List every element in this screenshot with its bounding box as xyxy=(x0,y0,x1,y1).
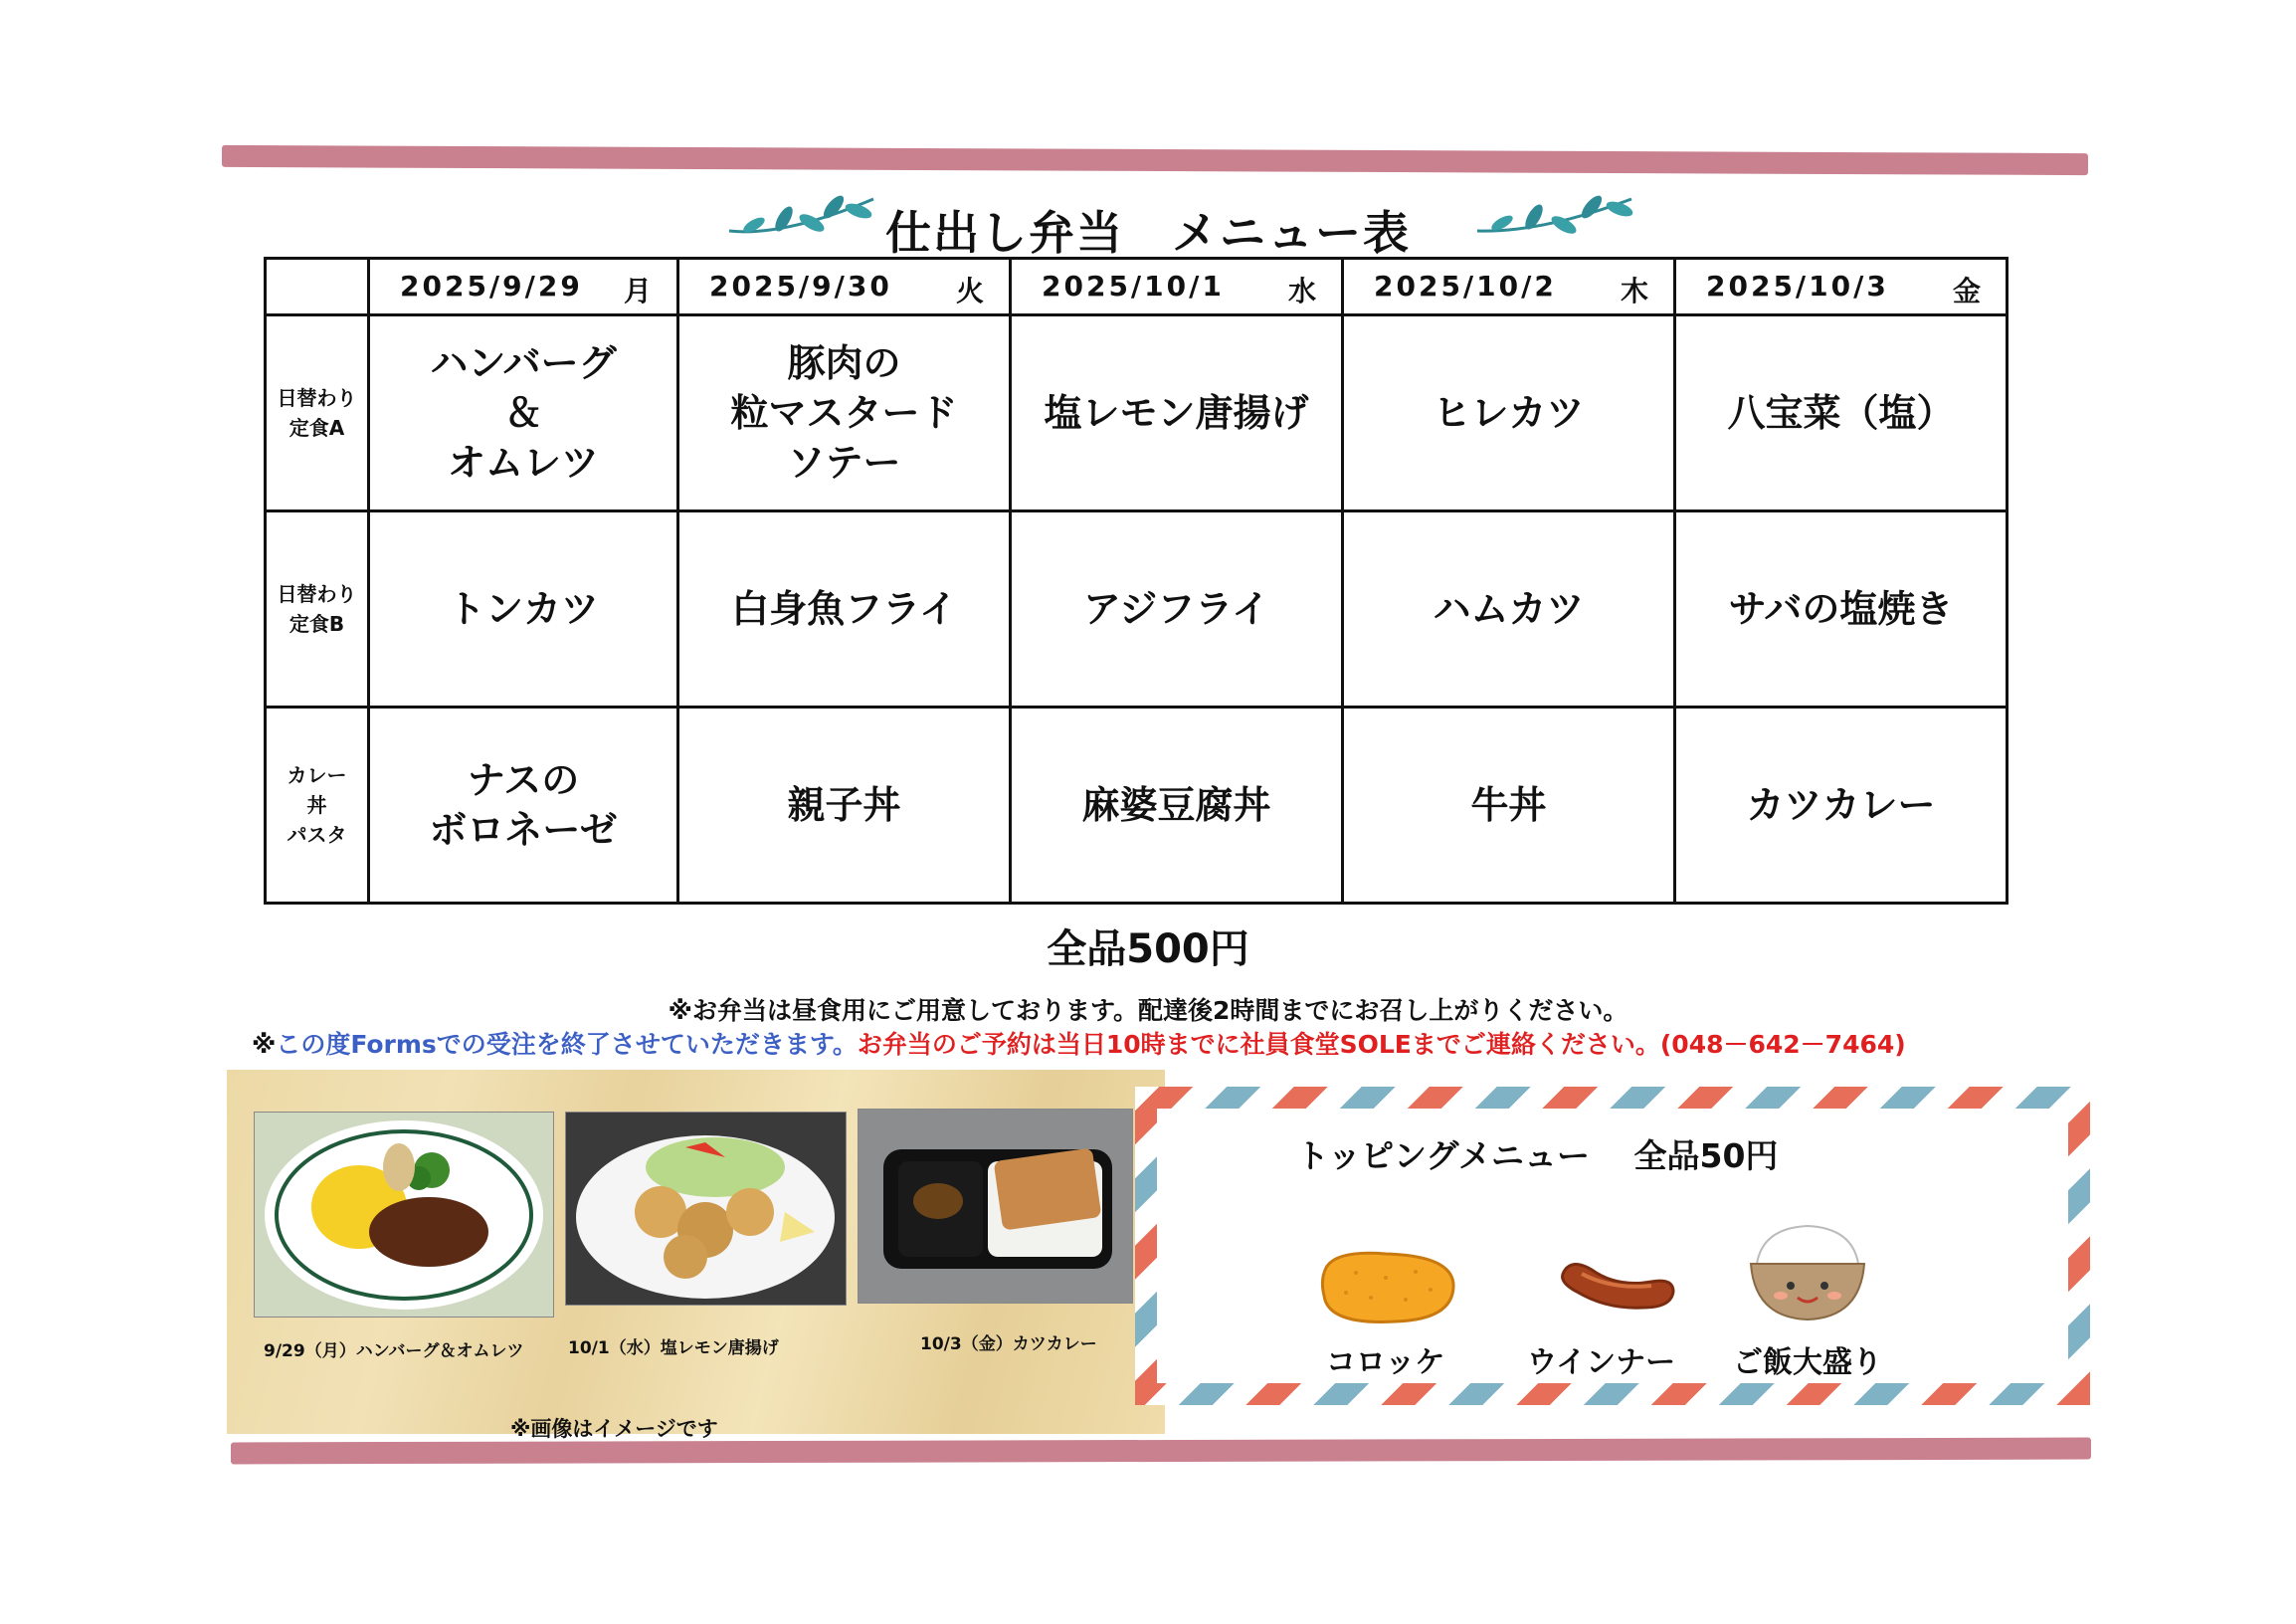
weekday-text: 水 xyxy=(1287,275,1319,307)
page-title: 仕出し弁当 メニュー表 xyxy=(885,206,1411,260)
date-header xyxy=(1675,259,2008,315)
dish-cell: 牛丼 xyxy=(1343,708,1675,904)
topping-label-large-rice: ご飯大盛り xyxy=(1733,1345,1882,1380)
forms-notice: この度Formsでの受注を終了させていただきます。 xyxy=(276,1030,858,1059)
notice-mark: ※ xyxy=(252,1030,277,1059)
weekday-text: 木 xyxy=(1620,275,1651,307)
dish-cell: アジフライ xyxy=(1011,511,1343,708)
dish-cell: ヒレカツ xyxy=(1343,315,1675,511)
topping-label-sausage: ウインナー xyxy=(1527,1345,1676,1380)
date-text: 2025/10/3 xyxy=(1706,270,1889,303)
date-header xyxy=(1343,259,1675,315)
header-corner-cell xyxy=(266,259,369,315)
sausage-icon xyxy=(1552,1250,1681,1320)
topping-title: トッピングメニュー 全品50円 xyxy=(1296,1136,1779,1175)
image-disclaimer: ※画像はイメージです xyxy=(510,1417,718,1441)
date-text: 2025/10/1 xyxy=(1042,270,1225,303)
dish-cell: トンカツ xyxy=(369,511,678,708)
photo-caption: 9/29（月）ハンバーグ＆オムレツ xyxy=(264,1341,524,1361)
dish-cell: 麻婆豆腐丼 xyxy=(1011,708,1343,904)
dish-cell: 白身魚フライ xyxy=(678,511,1011,708)
dish-cell: ハムカツ xyxy=(1343,511,1675,708)
dish-cell: 豚肉の 粒マスタード ソテー xyxy=(678,315,1011,511)
date-text: 2025/9/30 xyxy=(709,270,892,303)
date-header xyxy=(1011,259,1343,315)
dish-cell: 八宝菜（塩） xyxy=(1675,315,2008,511)
date-text: 2025/10/2 xyxy=(1374,270,1557,303)
date-text: 2025/9/29 xyxy=(400,270,583,303)
photo-caption: 10/3（金）カツカレー xyxy=(920,1334,1097,1354)
price-text: 全品500円 xyxy=(1047,926,1249,972)
bottom-decorative-stripe xyxy=(231,1438,2091,1465)
dish-cell: 塩レモン唐揚げ xyxy=(1011,315,1343,511)
hamburg-omelet-photo xyxy=(254,1112,554,1318)
row-label-curry-don-pasta: カレー 丼 パスタ xyxy=(266,708,369,904)
dish-cell: カツカレー xyxy=(1675,708,2008,904)
menu-table xyxy=(264,257,2009,905)
reservation-notice: お弁当のご予約は当日10時までに社員食堂SOLEまでご連絡ください。(048－642－7464) xyxy=(857,1030,1906,1059)
row-label-set-a: 日替わり 定食A xyxy=(266,315,369,511)
notice-text: ※お弁当は昼食用にご用意しております。配達後2時間までにお召し上がりください。 xyxy=(668,996,1628,1025)
date-header xyxy=(369,259,678,315)
dish-cell: 親子丼 xyxy=(678,708,1011,904)
katsu-curry-photo xyxy=(858,1109,1133,1304)
weekday-text: 月 xyxy=(623,275,655,307)
rice-bowl-icon xyxy=(1743,1220,1872,1327)
croquette-icon xyxy=(1316,1248,1461,1327)
dish-cell: サバの塩焼き xyxy=(1675,511,2008,708)
dish-cell: ハンバーグ ＆ オムレツ xyxy=(369,315,678,511)
order-notice xyxy=(252,1025,1906,1061)
dish-cell: ナスの ボロネーゼ xyxy=(369,708,678,904)
topping-label-croquette: コロッケ xyxy=(1326,1345,1445,1380)
date-header xyxy=(678,259,1011,315)
row-label-set-b: 日替わり 定食B xyxy=(266,511,369,708)
weekday-text: 金 xyxy=(1952,275,1984,307)
salt-lemon-karaage-photo xyxy=(565,1112,847,1306)
weekday-text: 火 xyxy=(955,275,987,307)
top-decorative-stripe xyxy=(222,145,2088,175)
photo-caption: 10/1（水）塩レモン唐揚げ xyxy=(568,1338,779,1358)
